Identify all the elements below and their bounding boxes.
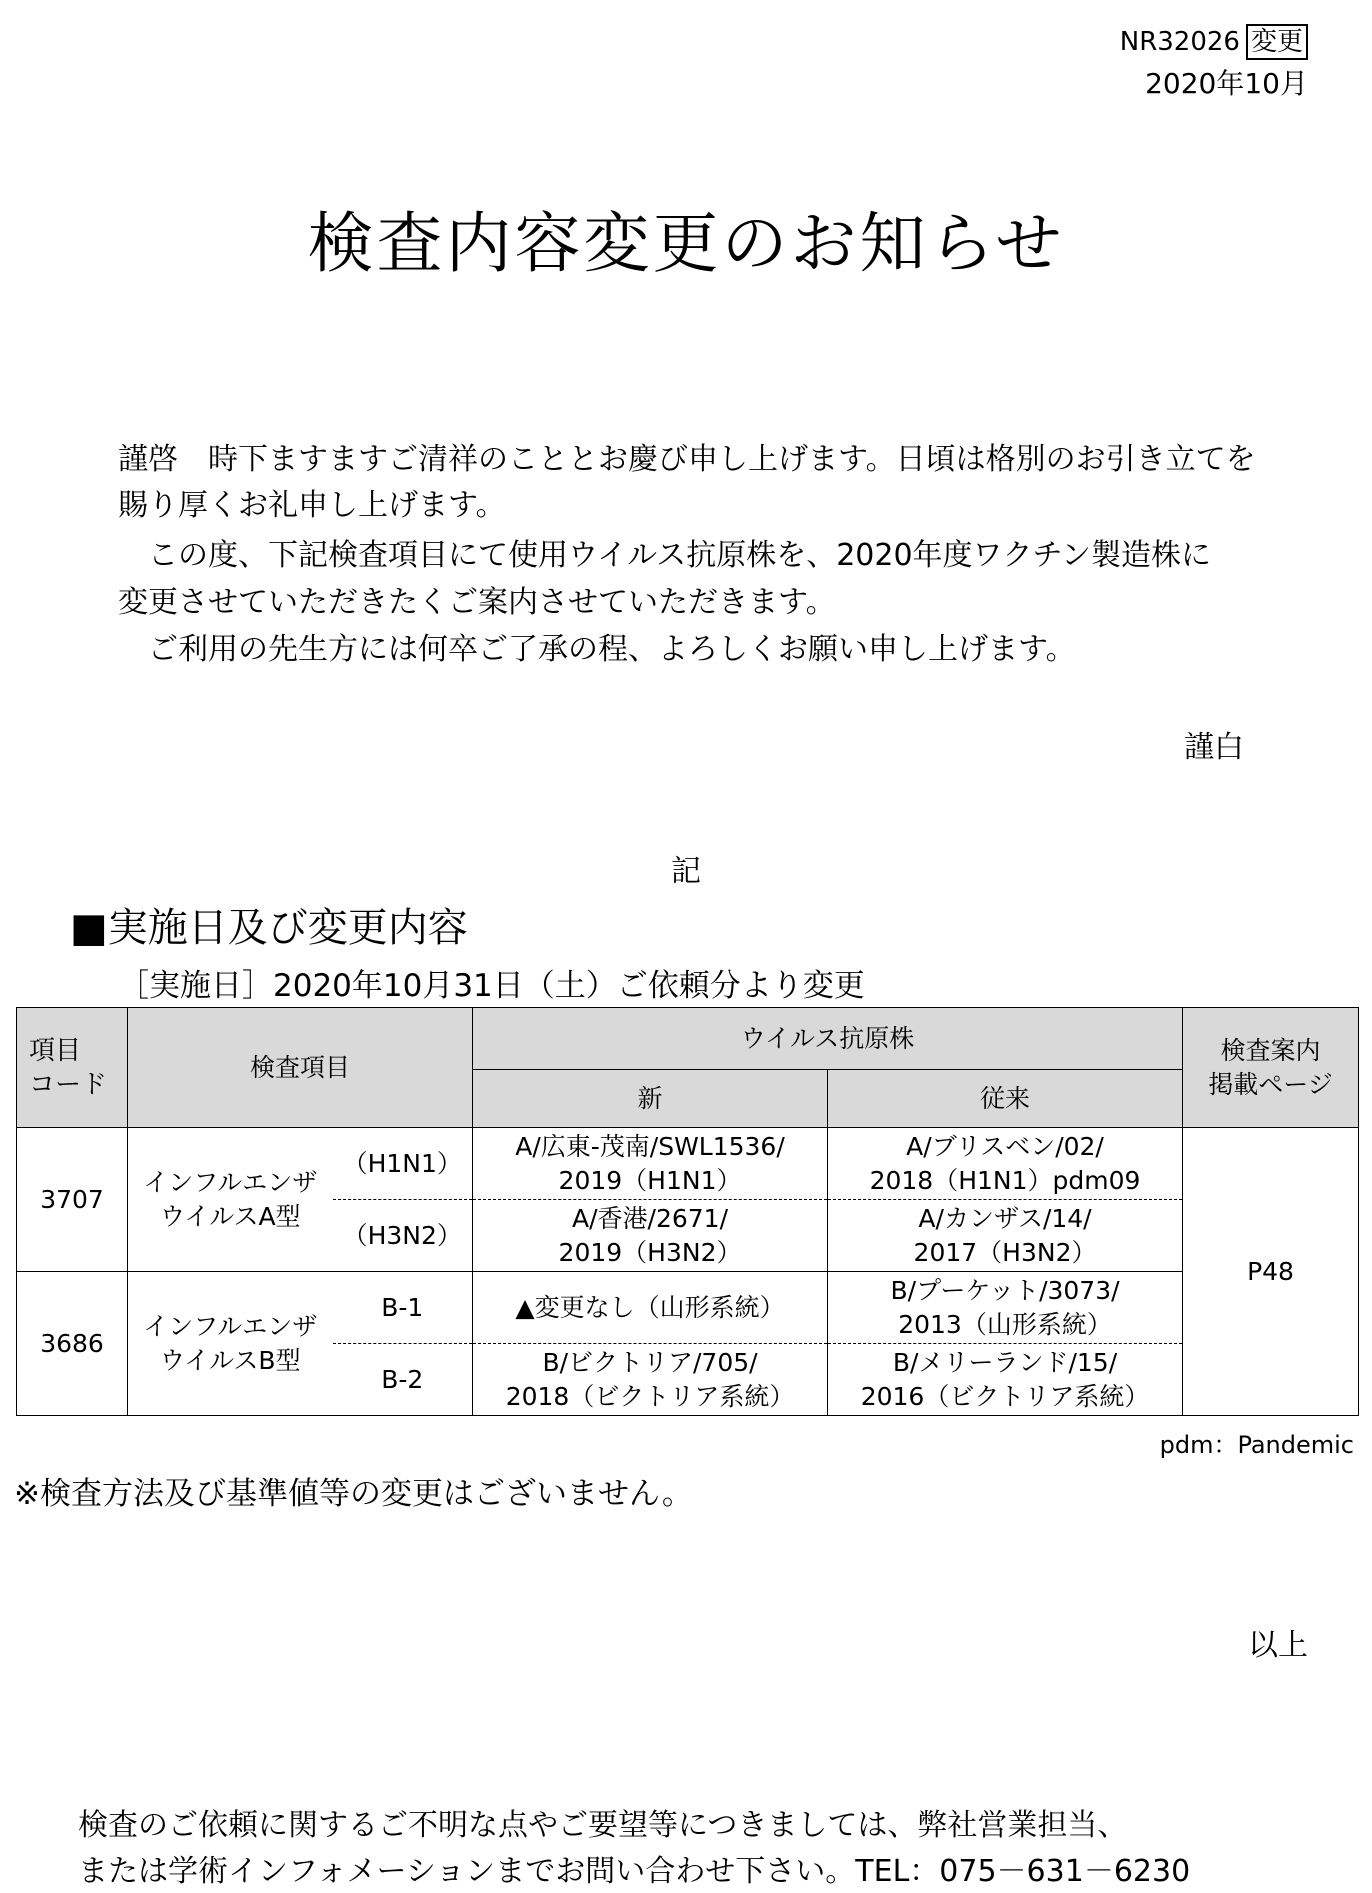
old-strain-line1: A/カンザス/14/ [918, 1203, 1092, 1233]
item-code-cell: 3686 [17, 1272, 128, 1416]
header-guide-page-line2: 掲載ページ [1208, 1069, 1333, 1099]
old-strain-line1: B/メリーランド/15/ [892, 1347, 1118, 1377]
new-strain-line2: 2019（H3N2） [558, 1237, 742, 1267]
antigen-change-table-wrapper [16, 1007, 1358, 1416]
new-strain-line2: 2019（H1N1） [558, 1165, 742, 1195]
new-strain-line1: A/香港/2671/ [572, 1203, 729, 1233]
test-item-line2: ウイルスA型 [159, 1201, 301, 1231]
ki-heading: 記 [671, 854, 701, 889]
old-strain-line2: 2016（ビクトリア系統） [860, 1381, 1150, 1411]
remark-note: ※検査方法及び基準値等の変更はございません。 [14, 1476, 693, 1512]
header-item-code-line1: 項目 [29, 1035, 82, 1066]
test-item-line1: インフルエンザ [143, 1167, 318, 1197]
test-item-cell [128, 1272, 333, 1416]
guide-page-cell: P48 [1183, 1128, 1359, 1416]
antigen-change-table [16, 1007, 1359, 1416]
new-strain-cell [473, 1200, 828, 1272]
old-strain-cell [828, 1272, 1183, 1344]
change-badge: 変更 [1246, 24, 1308, 60]
item-code-cell: 3707 [17, 1128, 128, 1272]
new-strain-line1: B/ビクトリア/705/ [542, 1347, 758, 1377]
subtype-cell: （H3N2） [333, 1200, 473, 1272]
body-line-2: 賜り厚くお礼申し上げます。 [118, 488, 506, 523]
contact-line-2: または学術インフォメーションまでお問い合わせ下さい。TEL：075－631－6230 [78, 1854, 1191, 1889]
subtype-cell: B-1 [333, 1272, 473, 1344]
subtype-cell: （H1N1） [333, 1128, 473, 1200]
table-row [17, 1272, 1359, 1344]
test-item-line2: ウイルスB型 [159, 1345, 301, 1375]
header-item-code-line2: コード [29, 1069, 108, 1100]
closing-remark: 謹白 [1184, 730, 1244, 765]
body-line-1: 謹啓 時下ますますご清祥のこととお慶び申し上げます。日頃は格別のお引き立てを [118, 442, 1256, 477]
document-number [1120, 24, 1308, 60]
test-item-line1: インフルエンザ [143, 1311, 318, 1341]
new-strain-cell [473, 1344, 828, 1416]
header-virus-antigen: ウイルス抗原株 [473, 1008, 1183, 1070]
document-date: 2020年10月 [1145, 67, 1308, 100]
table-row [17, 1128, 1359, 1200]
subtype-cell: B-2 [333, 1344, 473, 1416]
body-line-3: この度、下記検査項目にて使用ウイルス抗原株を、2020年度ワクチン製造株に [118, 538, 1212, 573]
new-strain-line2: 2018（ビクトリア系統） [505, 1381, 795, 1411]
implementation-date: ［実施日］2020年10月31日（土）ご依頼分より変更 [118, 968, 865, 1004]
new-strain-cell [473, 1128, 828, 1200]
contact-line-1: 検査のご依頼に関するご不明な点やご要望等につきましては、弊社営業担当、 [78, 1808, 1128, 1843]
old-strain-line1: A/ブリスベン/02/ [906, 1131, 1104, 1161]
section-heading: ■実施日及び変更内容 [70, 905, 468, 951]
header-old: 従来 [828, 1070, 1183, 1128]
old-strain-line1: B/プーケット/3073/ [890, 1275, 1120, 1305]
body-line-5: ご利用の先生方には何卒ご了承の程、よろしくお願い申し上げます。 [118, 632, 1076, 667]
old-strain-line2: 2017（H3N2） [913, 1237, 1097, 1267]
header-guide-page [1183, 1008, 1359, 1128]
old-strain-cell [828, 1128, 1183, 1200]
header-item-code [17, 1008, 128, 1128]
new-strain-line1: A/広東-茂南/SWL1536/ [515, 1131, 785, 1161]
old-strain-cell [828, 1344, 1183, 1416]
document-number-text: NR32026 [1119, 27, 1240, 57]
page-title: 検査内容変更のお知らせ [307, 205, 1065, 282]
body-line-4: 変更させていただきたくご案内させていただきます。 [118, 585, 836, 620]
new-strain-line1: ▲変更なし（山形系統） [515, 1292, 785, 1322]
header-test-item: 検査項目 [128, 1008, 473, 1128]
abbreviation-note: pdm：Pandemic [1159, 1431, 1354, 1459]
old-strain-line2: 2013（山形系統） [898, 1309, 1112, 1339]
ijo-end-mark: 以上 [1248, 1628, 1308, 1663]
old-strain-line2: 2018（H1N1）pdm09 [869, 1165, 1141, 1195]
new-strain-cell [473, 1272, 828, 1344]
header-new: 新 [473, 1070, 828, 1128]
test-item-cell [128, 1128, 333, 1272]
header-guide-page-line1: 検査案内 [1220, 1035, 1321, 1065]
old-strain-cell [828, 1200, 1183, 1272]
